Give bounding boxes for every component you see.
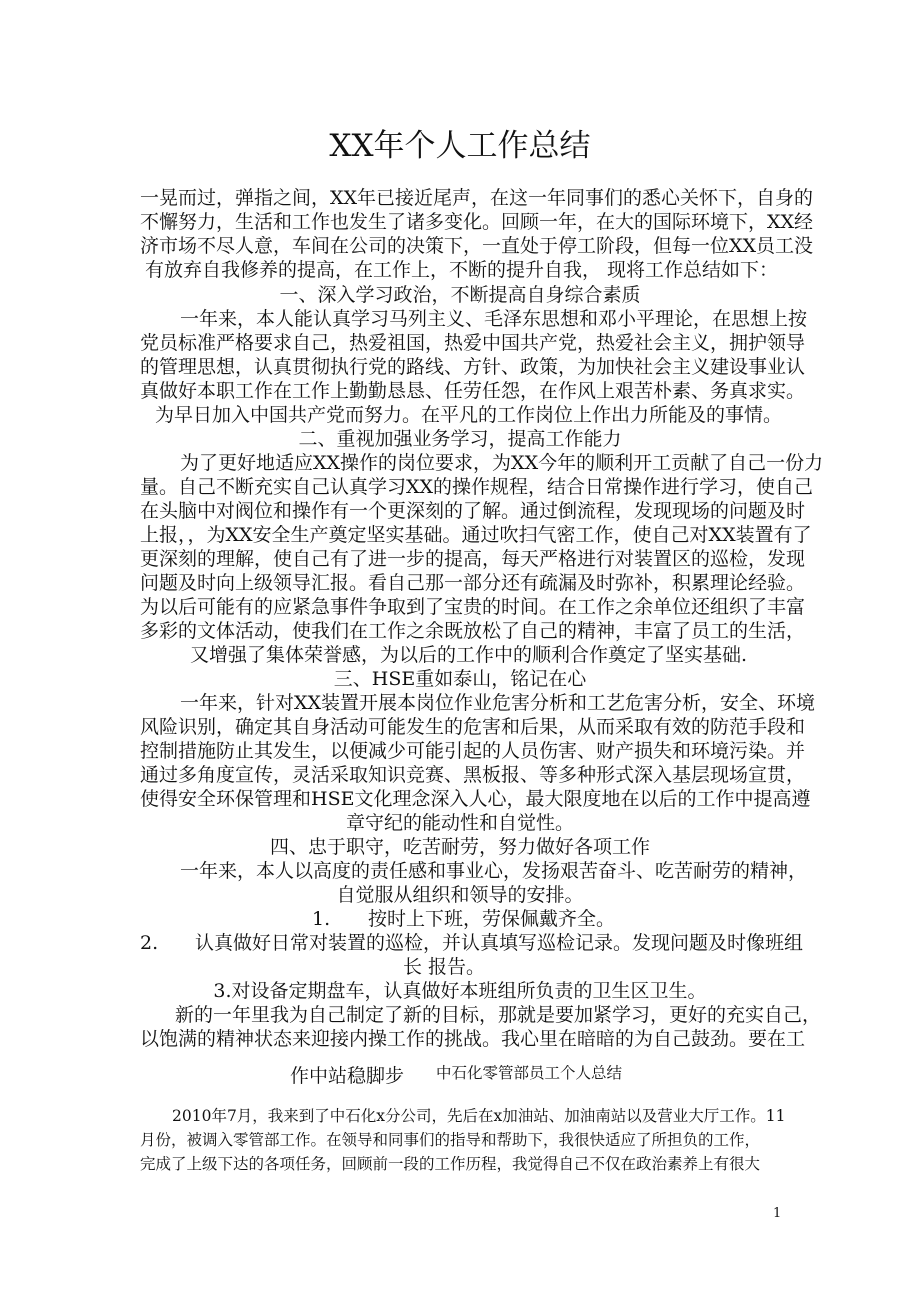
section-line: 上报，，为XX安全生产奠定坚实基础。通过吹扫气密工作，使自己对XX装置有了 [140,524,812,546]
section-line: 问题及时向上级领导汇报。看自己那一部分还有疏漏及时弥补，积累理论经验。 [140,572,806,594]
second-document-line: 2010年7月，我来到了中石化x分公司，先后在x加油站、加油南站以及营业大厅工作。11 [172,1107,786,1125]
section-line: 在头脑中对阀位和操作有一个更深刻的了解。通过倒流程，发现现场的问题及时 [140,500,806,522]
section-line: 章守纪的能动性和自觉性。 [345,812,574,834]
closing-line: 以饱满的精神状态来迎接内操工作的挑战。我心里在暗暗的为自己鼓劲。要在工 [140,1028,806,1050]
section-line: 真做好本职工作在工作上勤勤恳恳、任劳任怨，在作风上艰苦朴素、务真求实。 [140,380,806,402]
list-item-number: 1. [312,908,331,930]
section-line: 又增强了集体荣誉感，为以后的工作中的顺利合作奠定了坚实基础. [190,644,748,666]
section-line: 一年来，本人能认真学习马列主义、毛泽东思想和邓小平理论，在思想上按 [180,308,808,330]
section-line: 通过多角度宣传，灵活采取知识竞赛、黑板报、等多种形式深入基层现场宣贯， [140,764,806,786]
list-item-text: 按时上下班，劳保佩戴齐全。 [368,908,616,930]
page-number: 1 [773,1206,782,1221]
section-heading: 四、忠于职守，吃苦耐劳，努力做好各项工作 [269,836,650,858]
intro-line: 不懈努力，生活和工作也发生了诸多变化。回顾一年，在大的国际环境下，XX经 [140,211,814,233]
list-item-text: 长 报告。 [403,956,486,978]
section-line: 风险识别，确定其自身活动可能发生的危害和后果，从而采取有效的防范手段和 [140,716,806,738]
list-item-text: 3.对设备定期盘车，认真做好本班组所负责的卫生区卫生。 [213,980,707,1002]
list-item-number: 2. [140,932,159,954]
closing-line: 新的一年里我为自己制定了新的目标，那就是要加紧学习，更好的充实自己， [175,1004,822,1026]
section-line: 一年来，本人以高度的责任感和事业心，发扬艰苦奋斗、吃苦耐劳的精神， [180,860,808,882]
section-heading: 二、重视加强业务学习，提高工作能力 [298,428,622,450]
section-line: 使得安全环保管理和HSE文化理念深入人心，最大限度地在以后的工作中提高遵 [140,788,811,810]
section-line: 一年来，针对XX装置开展本岗位作业危害分析和工艺危害分析，安全、环境 [180,692,816,714]
section-line: 自觉服从组织和领导的安排。 [336,884,584,906]
section-heading: 一、深入学习政治，不断提高自身综合素质 [279,284,641,306]
second-document-line: 月份，被调入零管部工作。在领导和同事们的指导和帮助下，我很快适应了所担负的工作， [140,1131,761,1149]
section-heading: 三、HSE重如泰山，铭记在心 [333,668,587,690]
second-document-line: 完成了上级下达的各项任务，回顾前一段的工作历程，我觉得自己不仅在政治素养上有很大 [140,1155,761,1173]
section-line: 为了更好地适应XX操作的岗位要求，为XX今年的顺利开工贡献了自己一份力 [180,452,824,474]
section-line: 更深刻的理解，使自己有了进一步的提高，每天严格进行对装置区的巡检，发现 [140,548,806,570]
intro-line: 一晃而过，弹指之间，XX年已接近尾声，在这一年同事们的悉心关怀下，自身的 [140,187,814,209]
document-title: XX年个人工作总结 [329,128,591,164]
intro-line: 济市场不尽人意，车间在公司的决策下，一直处于停工阶段，但每一位XX员工没 [140,235,814,257]
section-line: 控制措施防止其发生，以便减少可能引起的人员伤害、财产损失和环境污染。并 [140,740,806,762]
list-item-text: 认真做好日常对装置的巡检，并认真填写巡检记录。发现问题及时像班组 [195,932,804,954]
section-line: 为早日加入中国共产党而努力。在平凡的工作岗位上作出力所能及的事情。 [155,404,783,426]
closing-line: 作中站稳脚步 [290,1065,405,1087]
section-line: 的管理思想，认真贯彻执行党的路线、方针、政策，为加快社会主义建设事业认 [140,356,806,378]
section-line: 党员标准严格要求自己，热爱祖国，热爱中国共产党，热爱社会主义，拥护领导 [140,332,806,354]
section-line: 多彩的文体活动，使我们在工作之余既放松了自己的精神，丰富了员工的生活， [140,620,806,642]
section-line: 量。自己不断充实自己认真学习XX的操作规程，结合日常操作进行学习，使自己 [140,476,814,498]
intro-line: 有放弃自我修养的提高，在工作上，不断的提升自我， 现将工作总结如下： [145,259,779,281]
section-line: 为以后可能有的应紧急事件争取到了宝贵的时间。在工作之余单位还组织了丰富 [140,596,806,618]
second-document-title: 中石化零管部员工个人总结 [436,1064,623,1082]
